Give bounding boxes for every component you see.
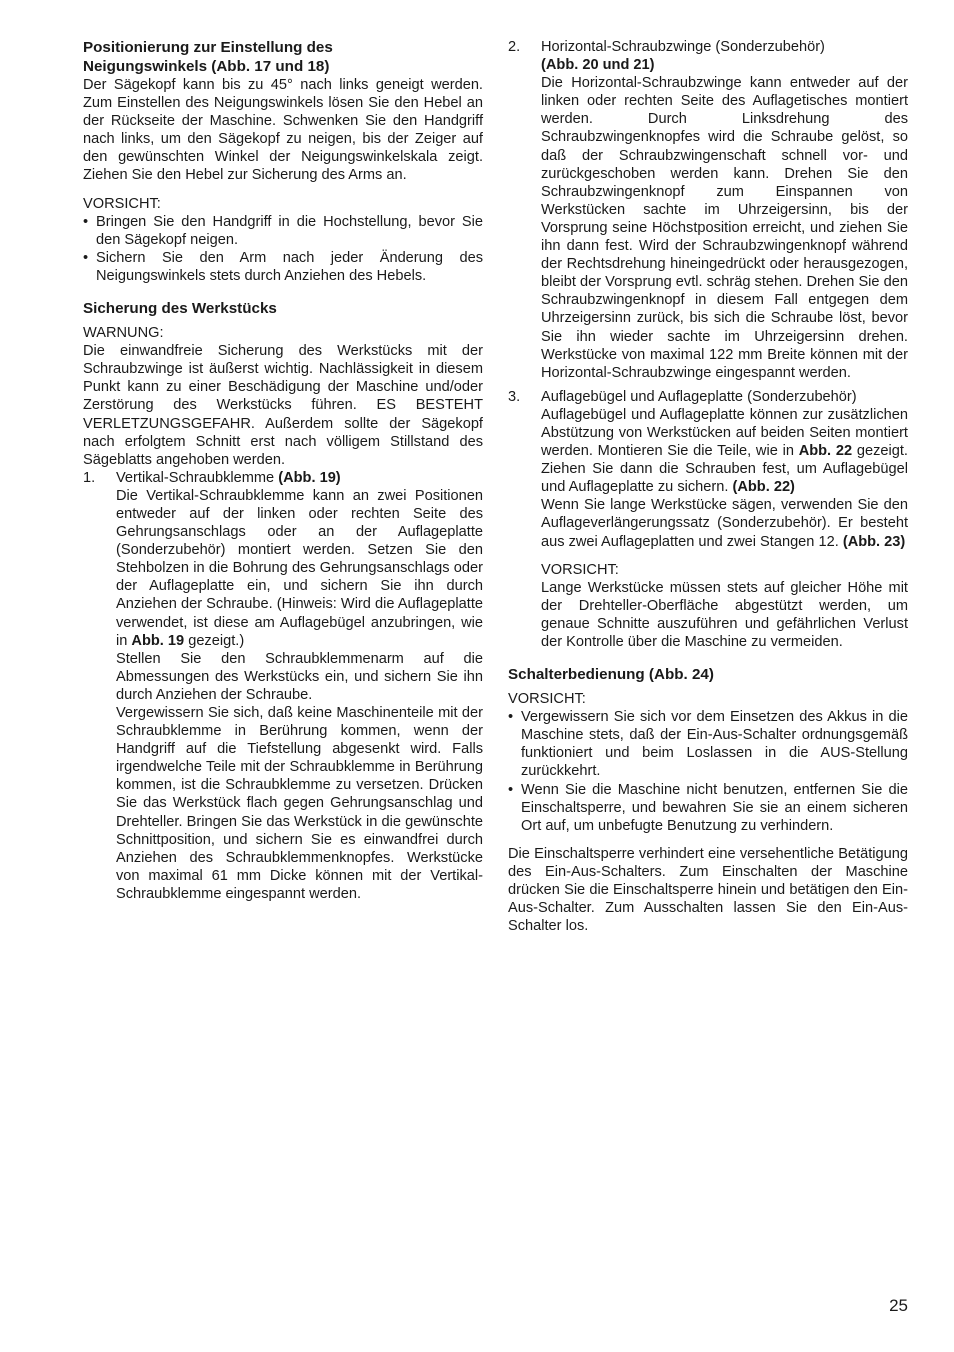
numbered-item-2	[508, 38, 908, 382]
item-caution-label: VORSICHT:	[541, 561, 619, 578]
item-paragraph: Auflagebügel und Auflageplatte können zur zusätzlichen Abstützung von Werkstücken auf beiden Seiten montiert werden. Montieren Sie die Teile, wie in Abb. 22 gezeigt. Ziehen Sie dann die Schrauben fest, um Auflagebügel und Auflageplatte zu sichern. (Abb. 22)	[541, 406, 908, 496]
tilt-caution-list	[83, 213, 483, 285]
item-ref: (Abb. 20 und 21)	[541, 57, 655, 74]
item-paragraph: Stellen Sie den Schraubklemmenarm auf die Abmessungen des Werkstücks ein, und sichern Sie ihn durch Anziehen der Schraube.	[116, 650, 483, 703]
item-number: 1.	[83, 469, 96, 486]
section-title-tilt: Positionierung zur Einstellung des Neigungswinkels (Abb. 17 und 18)	[83, 39, 333, 75]
item-number: 2.	[508, 39, 521, 55]
item-caution: Lange Werkstücke müssen stets auf gleicher Höhe mit der Drehteller-Oberfläche abgestützt werden, um genaue Schnitte auszuführen und gefährlichen Verlust der Kontrolle über die Maschine zu vermeiden.	[541, 579, 908, 650]
item-title: Horizontal-Schraubzwinge (Sonderzubehör)	[541, 39, 825, 55]
item-number: 3.	[508, 388, 521, 405]
item-paragraph: Vergewissern Sie sich, daß keine Maschinenteile mit der Schraubklemme in Berührung kommen, wenn der Handgriff auf die Tiefstellung abgesenkt wird. Falls irgendwelche Teile mit der Schraubklemme in Berührung kommen, ist die Schraubklemme zu versetzen. Drücken Sie das Werkstück flach gegen Gehrungsanschlag und Drehteller. Bringen Sie das Werkstück in die gewünschte Schnittposition, und sichern Sie es einwandfrei durch Anziehen des Schraubklemmenknopfes. Werkstücke von maximal 61 mm Dicke können mit der Vertikal-Schraubklemme eingespannt werden.	[116, 705, 483, 902]
section-title-workpiece: Sicherung des Werkstücks	[83, 300, 277, 318]
numbered-item-3	[508, 388, 908, 651]
numbered-item-1	[83, 469, 483, 903]
section-title-switch: Schalterbedienung (Abb. 24)	[508, 666, 714, 684]
list-item: • Vergewissern Sie sich vor dem Einsetzen des Akkus in die Maschine stets, daß der Ein-Aus-Schalter ordnungsgemäß funktioniert und beim Loslassen in die AUS-Stellung zurückkehrt.	[508, 708, 908, 780]
warning-label: WARNUNG:	[83, 325, 164, 342]
switch-caution-list	[508, 708, 908, 835]
item-title: Vertikal-Schraubklemme (Abb. 19)	[116, 469, 341, 486]
switch-body: Die Einschaltsperre verhindert eine versehentliche Betätigung des Ein-Aus-Schalters. Zum Einschalten der Maschine drücken Sie die Einschaltsperre hinein und betätigen den Ein-Aus-Schalter. Zum Ausschalten lassen Sie den Ein-Aus-Schalter los.	[508, 845, 908, 935]
tilt-body: Der Sägekopf kann bis zu 45° nach links geneigt werden. Zum Einstellen des Neigungswinkels lösen Sie den Hebel an der Rückseite der Maschine. Schwenken Sie den Handgriff nach links, um den Sägekopf zu neigen, bis der Zeiger auf den gewünschten Winkel der Neigungswinkelskala zeigt. Ziehen Sie den Hebel zur Sicherung des Arms an.	[83, 77, 483, 184]
left-column	[83, 38, 483, 903]
item-paragraph: Die Vertikal-Schraubklemme kann an zwei Positionen entweder auf der linken oder rechten Seite des Gehrungsanschlags oder an der Auflageplatte (Sonderzubehör) montiert werden. Setzen Sie den Stehbolzen in die Bohrung des Gehrungsanschlags oder der Auflageplatte ein, und sichern Sie ihn durch Anziehen der Schraube. (Hinweis: Wird die Auflageplatte verwendet, ist diese am Auflagebügel anzubringen, wie in Abb. 19 gezeigt.)	[116, 487, 483, 649]
switch-caution-label: VORSICHT:	[508, 691, 586, 708]
page-number: 25	[889, 1296, 908, 1315]
tilt-caution-label: VORSICHT:	[83, 195, 161, 212]
list-item: • Sichern Sie den Arm nach jeder Änderung des Neigungswinkels stets durch Anziehen des Hebels.	[83, 249, 483, 285]
item-title: Auflagebügel und Auflageplatte (Sonderzubehör)	[541, 388, 857, 405]
list-item: • Wenn Sie die Maschine nicht benutzen, entfernen Sie die Einschaltsperre, und bewahren Sie sie an einem sicheren Ort auf, um unbefugte Benutzung zu verhindern.	[508, 781, 908, 835]
warning-body: Die einwandfreie Sicherung des Werkstücks mit der Schraubzwinge ist äußerst wichtig. Nachlässigkeit in diesem Punkt kann zu einer Beschädigung der Maschine und/oder Zerstörung des Werkstücks führen. ES BESTEHT VERLETZUNGSGEFAHR. Außerdem sollte der Sägekopf nach erfolgtem Schnitt erst nach völligem Stillstand des Sägeblatts angehoben werden.	[83, 343, 483, 468]
item-paragraph: Wenn Sie lange Werkstücke sägen, verwenden Sie den Auflageverlängerungssatz (Sonderzubehör). Er besteht aus zwei Auflageplatten und zwei Stangen 12. (Abb. 23)	[541, 497, 908, 550]
item-paragraph: Die Horizontal-Schraubzwinge kann entweder auf der linken oder rechten Seite des Auflagetisches montiert werden. Durch Linksdrehung des Schraubzwingenknopfes wird die Schraube gelöst, so daß der Schraubzwingenschaft schnell vor- und zurückgeschoben werden kann. Drehen Sie den Schraubzwingenknopf zum Einspannen von Werkstücken sachte im Uhrzeigersinn, bis der Vorsprung seine Höchstposition erreicht, und ziehen Sie ihn dann fest. Wird der Schraubzwingenknopf während der Rechtsdrehung hineingedrückt oder herausgezogen, bleibt der Vorsprung evtl. schräg stehen. Drehen Sie den Schraubzwingenknopf in diesem Fall entgegen dem Uhrzeigersinn zurück, bis sich die Schraube löst, bevor Sie ihn wieder sachte im Uhrzeigersinn drehen. Werkstücke von maximal 122 mm Breite können mit der Horizontal-Schraubzwinge eingespannt werden.	[541, 75, 908, 381]
list-item: • Bringen Sie den Handgriff in die Hochstellung, bevor Sie den Sägekopf neigen.	[83, 213, 483, 249]
right-column	[508, 38, 908, 935]
